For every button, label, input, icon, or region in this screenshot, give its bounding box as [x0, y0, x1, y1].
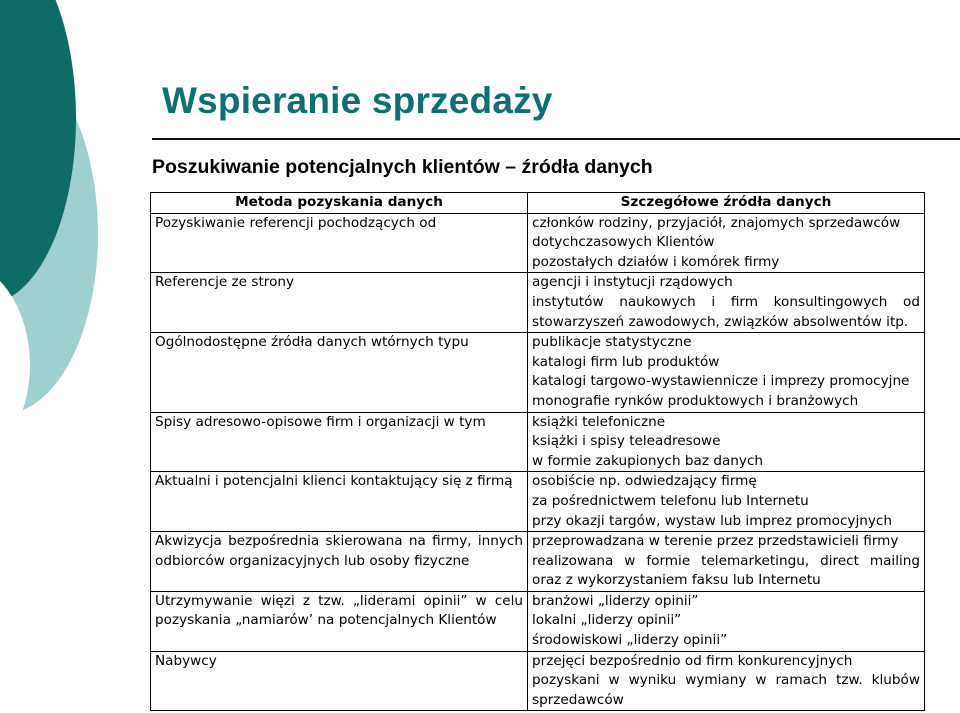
table-row [151, 333, 925, 412]
source-line: przejęci bezpośrednio od firm konkurencyjnych [532, 652, 853, 669]
sources-cell [528, 412, 925, 472]
data-sources-table [150, 192, 925, 711]
sources-cell [528, 591, 925, 651]
method-line: Nabywcy [155, 652, 217, 669]
header-method: Metoda pozyskania danych [151, 193, 528, 214]
slide-subtitle: Poszukiwanie potencjalnych klientów – źródła danych [152, 156, 653, 178]
table-row [151, 591, 925, 651]
method-line: Aktualni i potencjalni klienci kontaktujący się z firmą [155, 473, 513, 490]
source-line: realizowana w formie telemarketingu, direct mailing [532, 552, 920, 569]
source-line: za pośrednictwem telefonu lub Internetu [532, 492, 809, 509]
slide-title: Wspieranie sprzedaży [162, 80, 553, 121]
source-line: monografie rynków produktowych i branżowych [532, 392, 859, 409]
method-cell [151, 472, 528, 532]
header-sources: Szczegółowe źródła danych [528, 193, 925, 214]
source-line: lokalni „liderzy opinii” [532, 612, 682, 629]
title-divider [152, 138, 960, 140]
sources-cell [528, 532, 925, 592]
source-line: agencji i instytucji rządowych [532, 274, 733, 291]
method-line: Referencje ze strony [155, 274, 295, 291]
method-line: pozyskania „namiarów’ na potencjalnych Klientów [155, 612, 497, 629]
source-line: dotychczasowych Klientów [532, 234, 715, 251]
source-line: członków rodziny, przyjaciół, znajomych sprzedawców [532, 214, 901, 231]
source-line: stowarzyszeń zawodowych, związków absolwentów itp. [532, 313, 909, 330]
method-cell [151, 333, 528, 412]
sources-cell [528, 273, 925, 333]
source-line: pozyskani w wyniku wymiany w ramach tzw. klubów [532, 672, 920, 689]
method-cell [151, 651, 528, 711]
method-cell [151, 412, 528, 472]
sources-cell [528, 472, 925, 532]
method-line: Utrzymywanie więzi z tzw. „liderami opinii” w celu [155, 592, 523, 609]
source-line: środowiskowi „liderzy opinii” [532, 632, 728, 649]
method-cell [151, 213, 528, 273]
source-line: książki telefoniczne [532, 413, 666, 430]
table-header-row [151, 193, 925, 214]
table-row [151, 412, 925, 472]
source-line: katalogi targowo-wystawiennicze i imprezy promocyjne [532, 373, 910, 390]
source-line: osobiście np. odwiedzający firmę [532, 473, 757, 490]
source-line: publikacje statystyczne [532, 334, 692, 351]
method-cell [151, 591, 528, 651]
decorative-circles [0, 0, 140, 713]
method-cell [151, 532, 528, 592]
source-line: katalogi firm lub produktów [532, 353, 720, 370]
source-line: przy okazji targów, wystaw lub imprez promocyjnych [532, 512, 893, 529]
table-row [151, 651, 925, 711]
sources-cell [528, 213, 925, 273]
method-line: Spisy adresowo-opisowe firm i organizacji w tym [155, 413, 486, 430]
method-cell [151, 273, 528, 333]
method-line: Akwizycja bezpośrednia skierowana na firmy, innych [155, 533, 523, 550]
source-line: przeprowadzana w terenie przez przedstawicieli firmy [532, 533, 899, 550]
source-line: pozostałych działów i komórek firmy [532, 253, 780, 270]
sources-cell [528, 333, 925, 412]
source-line: branżowi „liderzy opinii” [532, 592, 699, 609]
method-line: Ogólnodostępne źródła danych wtórnych typu [155, 334, 469, 351]
method-line: odbiorców organizacyjnych lub osoby fizyczne [155, 552, 470, 569]
source-line: instytutów naukowych i firm konsultingowych od [532, 293, 920, 310]
table-row [151, 273, 925, 333]
source-line: sprzedawców [532, 691, 624, 708]
source-line: w formie zakupionych baz danych [532, 452, 764, 469]
table-row [151, 213, 925, 273]
table-row [151, 472, 925, 532]
method-line: Pozyskiwanie referencji pochodzących od [155, 214, 437, 231]
sources-cell [528, 651, 925, 711]
table-row [151, 532, 925, 592]
source-line: książki i spisy teleadresowe [532, 433, 721, 450]
source-line: oraz z wykorzystaniem faksu lub Internetu [532, 572, 821, 589]
